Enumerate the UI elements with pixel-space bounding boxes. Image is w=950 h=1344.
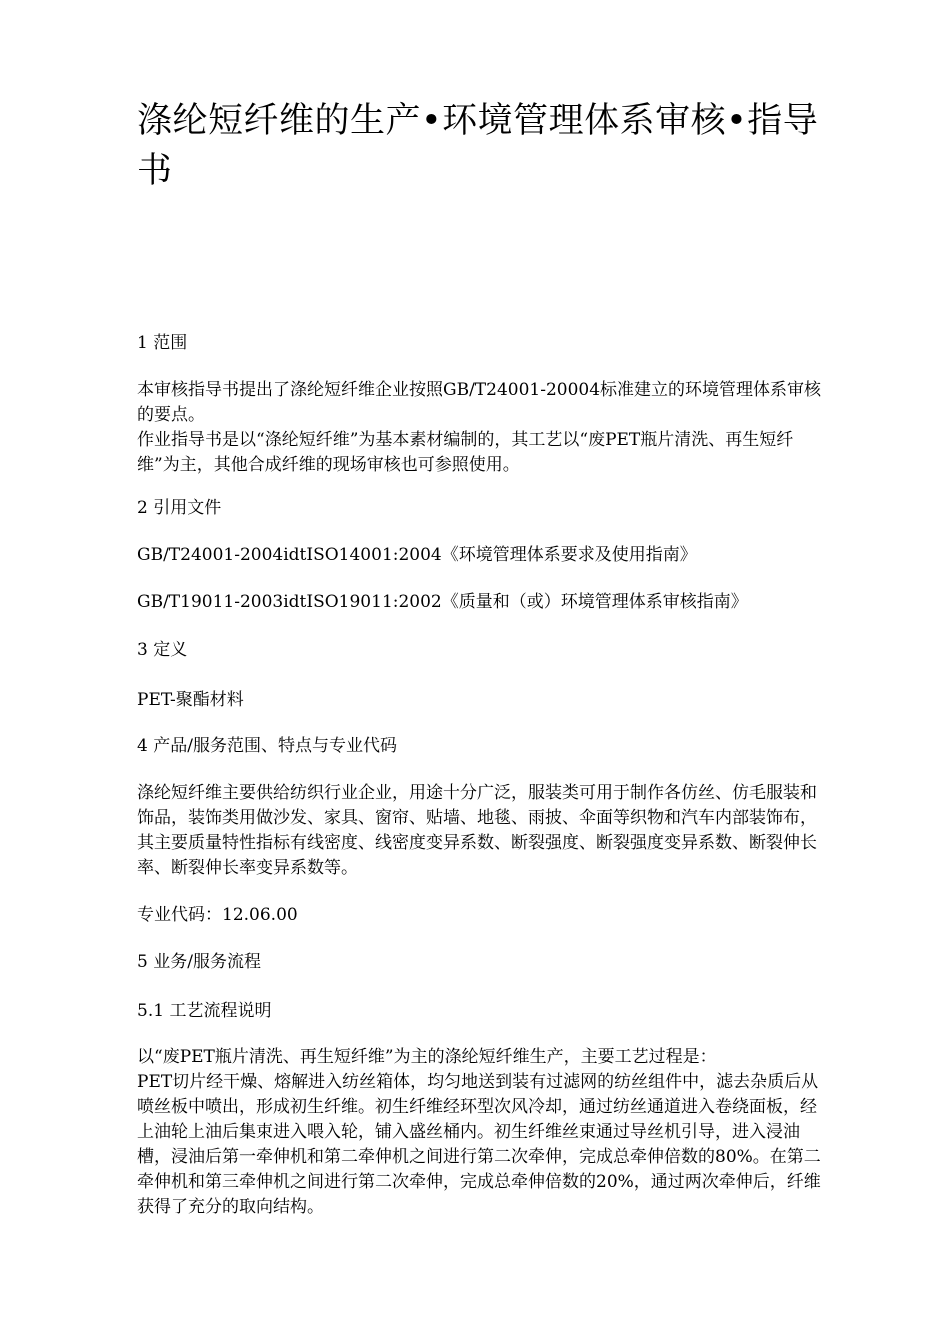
- section-1-paragraph-1: 本审核指导书提出了涤纶短纤维企业按照GB/T24001-20004标准建立的环境管理体系审核的要点。: [137, 380, 822, 425]
- professional-code: 专业代码：12.06.00: [137, 905, 298, 925]
- definition-pet: PET-聚酯材料: [137, 690, 244, 710]
- section-2-heading: 2 引用文件: [137, 498, 222, 518]
- section-3-heading: 3 定义: [137, 640, 188, 660]
- section-1-heading: 1 范围: [137, 333, 188, 353]
- section-5-heading: 5 业务/服务流程: [137, 952, 261, 972]
- section-4-paragraph-1: 涤纶短纤维主要供给纺织行业企业，用途十分广泛，服装类可用于制作各仿丝、仿毛服装和饰品，装饰类用做沙发、家具、窗帘、贴墙、地毯、雨披、伞面等织物和汽车内部装饰布，其主要质量特性指标有线密度、线密度变异系数、断裂强度、断裂强度变异系数、断裂伸长率、断裂伸长率变异系数等。: [137, 783, 817, 878]
- document-title: 涤纶短纤维的生产•环境管理体系审核•指导书: [137, 101, 819, 191]
- section-5-1-paragraph-1: 以“废PET瓶片清洗、再生短纤维”为主的涤纶短纤维生产，主要工艺过程是：: [137, 1047, 717, 1067]
- section-5-1-heading: 5.1 工艺流程说明: [137, 1001, 272, 1021]
- reference-2: GB/T19011-2003idtISO19011:2002《质量和（或）环境管理体系审核指南》: [137, 592, 748, 612]
- section-1-paragraph-2: 作业指导书是以“涤纶短纤维”为基本素材编制的，其工艺以“废PET瓶片清洗、再生短纤维”为主，其他合成纤维的现场审核也可参照使用。: [137, 430, 794, 475]
- section-5-1-paragraph-2: PET切片经干燥、熔解进入纺丝箱体，均匀地送到装有过滤网的纺丝组件中，滤去杂质后从喷丝板中喷出，形成初生纤维。初生纤维经环型次风冷却，通过纺丝通道进入卷绕面板，经上油轮上油后集束进入喂入轮，铺入盛丝桶内。初生纤维丝束通过导丝机引导，进入浸油槽，浸油后第一牵伸机和第二牵伸机之间进行第二次牵伸，完成总牵伸倍数的80%。在第二牵伸机和第三牵伸机之间进行第二次牵伸，完成总牵伸倍数的20%，通过两次牵伸后，纤维获得了充分的取向结构。: [137, 1072, 821, 1217]
- document-header: [137, 96, 827, 196]
- section-4-heading: 4 产品/服务范围、特点与专业代码: [137, 736, 397, 756]
- reference-1: GB/T24001-2004idtISO14001:2004《环境管理体系要求及使用指南》: [137, 545, 697, 565]
